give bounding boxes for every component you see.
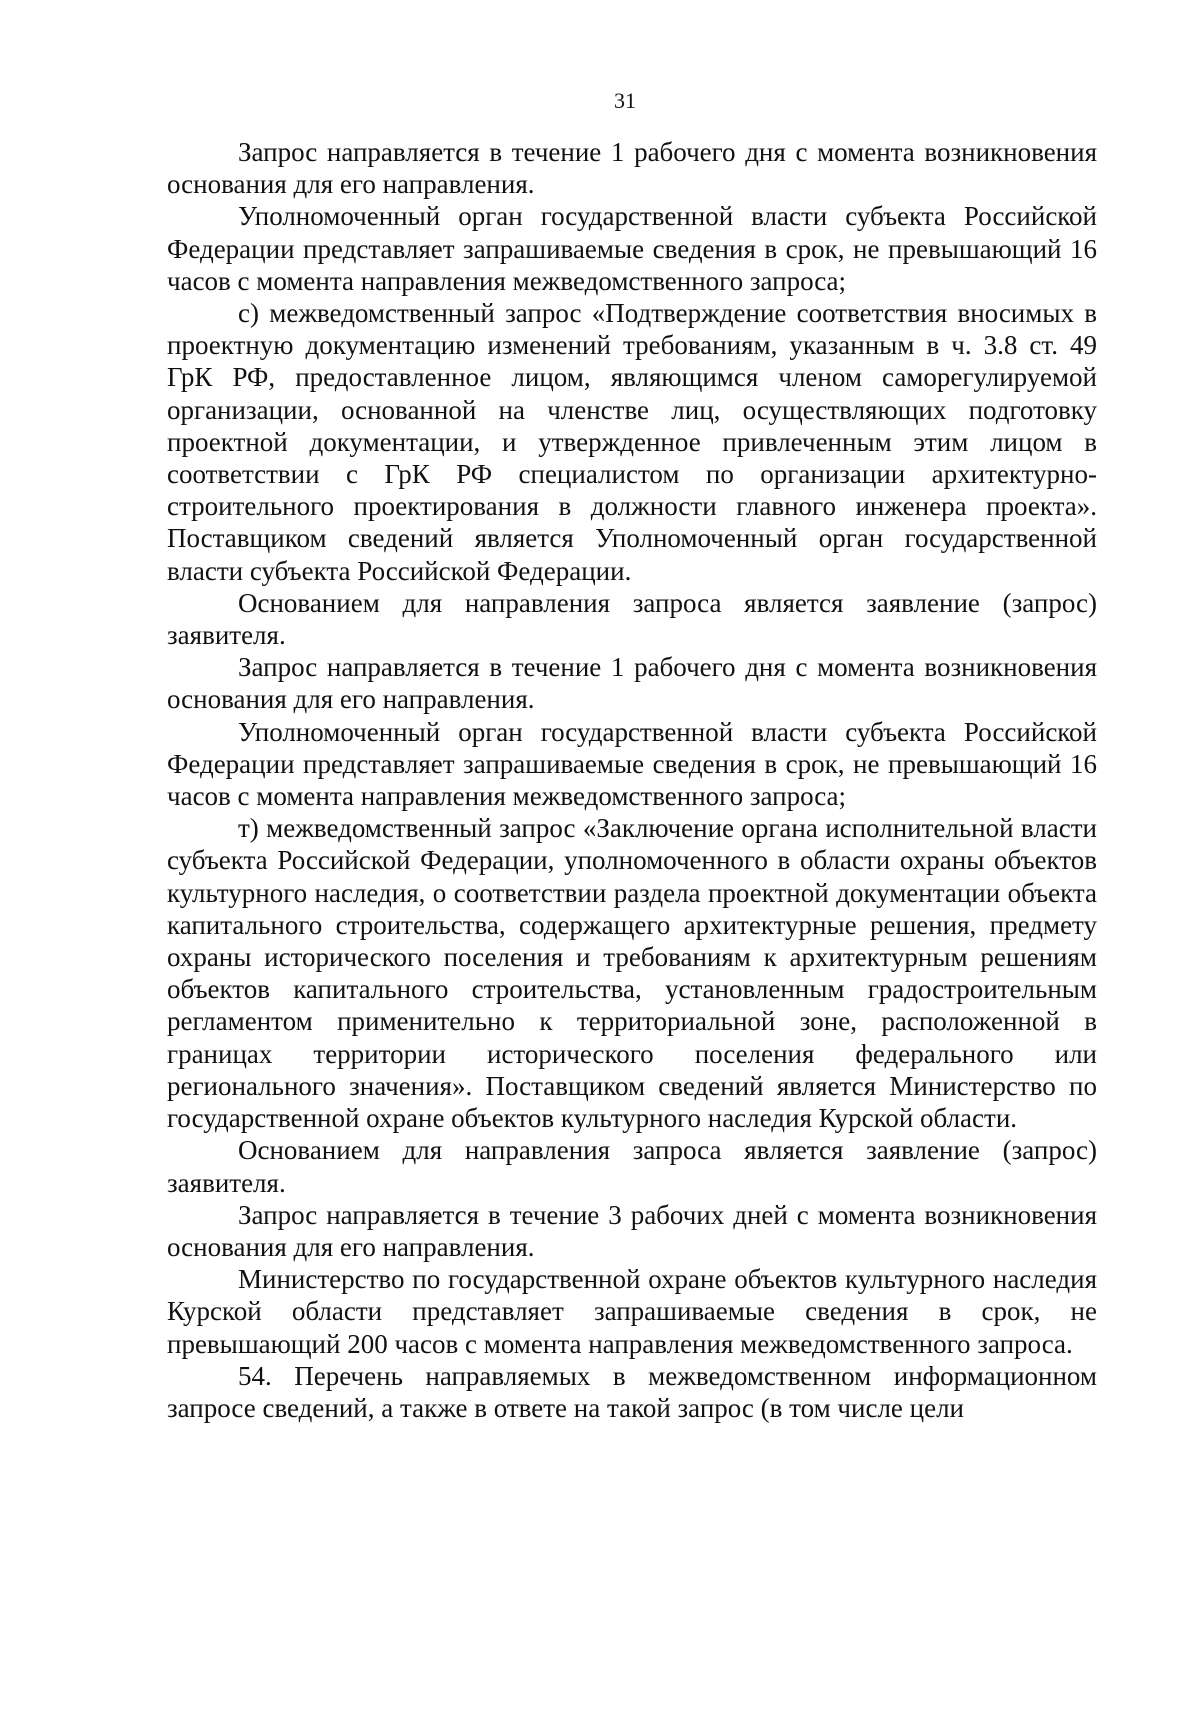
document-body <box>167 136 1097 1424</box>
paragraph-item-s: с) межведомственный запрос «Подтверждение соответствия вносимых в проектную документацию изменений требованиям, указанным в ч. 3.8 ст. 49 ГрК РФ, предоставленное лицом, являющимся членом саморегулируемой организации, основанной на членстве лиц, осуществляющих подготовку проектной документации, и утвержденное привлеченным этим лицом в соответствии с ГрК РФ специалистом по организации архитектурно-строительного проектирования в должности главного инженера проекта». Поставщиком сведений является Уполномоченный орган государственной власти субъекта Российской Федерации. <box>167 298 1097 586</box>
paragraph-item-54: 54. Перечень направляемых в межведомственном информационном запросе сведений, а также в ответе на такой запрос (в том числе цели <box>167 1360 1097 1423</box>
paragraph-request-basis-2: Основанием для направления запроса является заявление (запрос) заявителя. <box>167 1135 1097 1198</box>
paragraph-authority-response-2: Уполномоченный орган государственной власти субъекта Российской Федерации представляет запрашиваемые сведения в срок, не превышающий 16 часов с момента направления межведомственного запроса; <box>167 716 1097 812</box>
page-number: 31 <box>614 88 636 113</box>
paragraph-ministry-response: Министерство по государственной охране объектов культурного наследия Курской области представляет запрашиваемые сведения в срок, не превышающий 200 часов с момента направления межведомственного запроса. <box>167 1264 1097 1359</box>
paragraph-request-basis-1: Основанием для направления запроса является заявление (запрос) заявителя. <box>167 587 1097 651</box>
paragraph-request-deadline-3: Запрос направляется в течение 3 рабочих дней с момента возникновения основания для его направления. <box>167 1199 1097 1262</box>
paragraph-authority-response-1: Уполномоченный орган государственной власти субъекта Российской Федерации представляет запрашиваемые сведения в срок, не превышающий 16 часов с момента направления межведомственного запроса; <box>167 201 1097 296</box>
paragraph-item-t: т) межведомственный запрос «Заключение органа исполнительной власти субъекта Российской Федерации, уполномоченного в области охраны объектов культурного наследия, о соответствии раздела проектной документации объекта капитального строительства, содержащего архитектурные решения, предмету охраны исторического поселения и требованиям к архитектурным решениям объектов капитального строительства, установленным градостроительным регламентом применительно к территориальной зоне, расположенной в границах территории исторического поселения федерального или регионального значения». Поставщиком сведений является Министерство по государственной охране объектов культурного наследия Курской области. <box>167 813 1097 1134</box>
paragraph-request-deadline-2: Запрос направляется в течение 1 рабочего дня с момента возникновения основания для его направления. <box>167 652 1097 715</box>
paragraph-request-deadline-1: Запрос направляется в течение 1 рабочего дня с момента возникновения основания для его направления. <box>167 137 1097 200</box>
